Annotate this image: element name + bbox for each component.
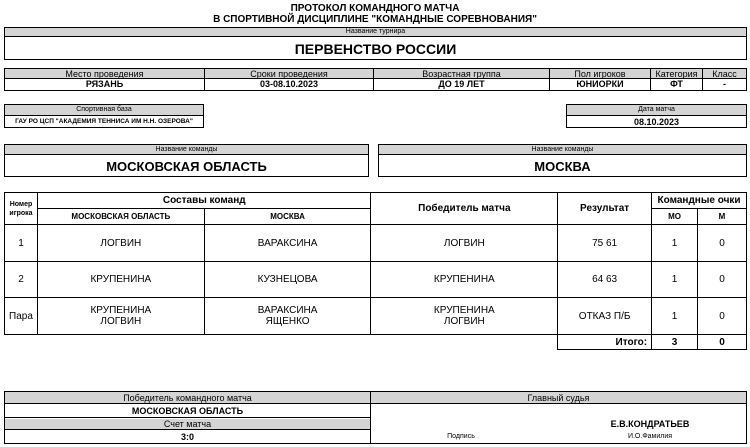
pair-player1a: КРУПЕНИНА (90, 305, 152, 316)
pair-player1b: ЛОГВИН (100, 316, 142, 327)
gender-label: Пол игроков (550, 69, 650, 78)
class-value: - (723, 79, 726, 89)
row-result: ОТКАЗ П/Б (558, 298, 652, 335)
col-points-header: Командные очки (652, 193, 747, 209)
row-number: 1 (5, 225, 38, 262)
judge-name-label: И.О.Фамилия (627, 433, 673, 440)
info-row (4, 68, 747, 91)
protocol-title-line2: В СПОРТИВНОЙ ДИСЦИПЛИНЕ "КОМАНДНЫЕ СОРЕВНОВАНИЯ" (213, 14, 537, 25)
col-result-header: Результат (558, 193, 652, 225)
match-date-label: Дата матча (567, 105, 746, 116)
age-label: Возрастная группа (374, 69, 549, 78)
category-label: Категория (651, 69, 702, 78)
row-result: 64 63 (558, 262, 652, 298)
protocol-title-line1: ПРОТОКОЛ КОМАНДНОГО МАТЧА (290, 3, 460, 14)
row-number: 2 (5, 262, 38, 298)
team2-box (378, 144, 747, 177)
category-value: ФТ (670, 79, 683, 89)
row-number: Пара (5, 298, 38, 335)
sport-base-label: Спортивная база (5, 105, 203, 116)
judge-name: Е.В.КОНДРАТЬЕВ (610, 419, 690, 429)
tournament-name: ПЕРВЕНСТВО РОССИИ (294, 40, 457, 57)
row-player2 (204, 298, 371, 335)
pair-winner-a: КРУПЕНИНА (433, 305, 495, 316)
row-player1: ЛОГВИН (37, 225, 204, 262)
venue-label: Место проведения (5, 69, 204, 78)
team1-label: Название команды (5, 145, 368, 155)
class-label: Класс (703, 69, 746, 78)
tournament-box (4, 27, 747, 60)
pair-player2b: ЯЩЕНКО (265, 316, 310, 327)
gender-value: ЮНИОРКИ (576, 79, 624, 89)
dates-value: 03-08.10.2023 (259, 79, 319, 89)
table-row (5, 225, 747, 262)
row-score2: 0 (698, 298, 747, 335)
row-result: 75 61 (558, 225, 652, 262)
match-date-box (566, 104, 747, 128)
row-winner: КРУПЕНИНА (371, 262, 558, 298)
judge-label: Главный судья (371, 392, 746, 404)
row-winner: ЛОГВИН (371, 225, 558, 262)
table-row (5, 262, 747, 298)
row-score1: 1 (652, 225, 698, 262)
total-score2: 0 (698, 335, 747, 350)
col-team1-header: МОСКОВСКАЯ ОБЛАСТЬ (37, 209, 204, 225)
row-score1: 1 (652, 298, 698, 335)
total-label: Итого: (558, 335, 652, 350)
col-p1-header: МО (652, 209, 698, 225)
winner-value: МОСКОВСКАЯ ОБЛАСТЬ (5, 405, 370, 418)
tournament-label: Название турнира (5, 28, 746, 37)
team2-name: МОСКВА (534, 158, 591, 174)
team1-name: МОСКОВСКАЯ ОБЛАСТЬ (106, 158, 267, 174)
age-value: ДО 19 ЛЕТ (438, 79, 485, 89)
col-number-header: Номер игрока (5, 193, 38, 225)
winner-label: Победитель командного матча (5, 392, 370, 404)
venue-value: РЯЗАНЬ (85, 79, 124, 89)
signature-label: Подпись (447, 433, 475, 440)
footer-box (4, 391, 747, 444)
match-table (4, 192, 747, 350)
row-player1: КРУПЕНИНА (37, 262, 204, 298)
total-row (5, 335, 747, 350)
row-player2: КУЗНЕЦОВА (204, 262, 371, 298)
col-team2-header: МОСКВА (204, 209, 371, 225)
match-date-value: 08.10.2023 (633, 117, 680, 127)
team2-label: Название команды (379, 145, 746, 155)
row-score1: 1 (652, 262, 698, 298)
score-label: Счет матча (5, 419, 370, 430)
col-p2-header: М (698, 209, 747, 225)
row-winner (371, 298, 558, 335)
pair-player2a: ВАРАКСИНА (257, 305, 318, 316)
score-value: 3:0 (180, 432, 194, 442)
protocol-title (0, 3, 750, 25)
col-winner-header: Победитель матча (371, 193, 558, 225)
total-score1: 3 (652, 335, 698, 350)
col-rosters-header: Составы команд (37, 193, 371, 209)
pair-winner-b: ЛОГВИН (443, 316, 485, 327)
dates-label: Сроки проведения (205, 69, 373, 78)
table-row (5, 298, 747, 335)
sport-base-box (4, 104, 204, 128)
row-player2: ВАРАКСИНА (204, 225, 371, 262)
row-player1 (37, 298, 204, 335)
team1-box (4, 144, 369, 177)
row-score2: 0 (698, 225, 747, 262)
row-score2: 0 (698, 262, 747, 298)
sport-base-value: ГАУ РО ЦСП "АКАДЕМИЯ ТЕННИСА ИМ Н.Н. ОЗЕРОВА" (15, 118, 193, 125)
